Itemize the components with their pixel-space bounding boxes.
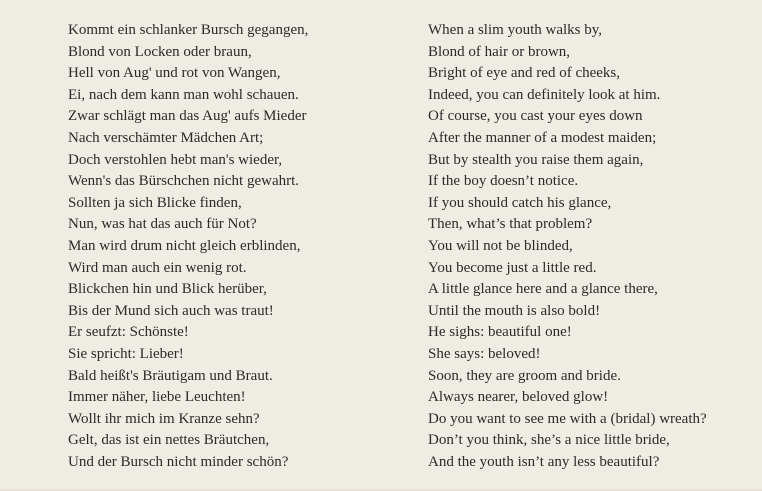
german-line-7: Doch verstohlen hebt man's wieder, xyxy=(68,151,283,168)
english-line-10: Then, what’s that problem? xyxy=(428,216,593,233)
german-line-2: Blond von Locken oder braun, xyxy=(68,43,252,60)
english-line-8: If the boy doesn’t notice. xyxy=(428,173,579,190)
english-line-13: A little glance here and a glance there, xyxy=(428,281,658,298)
german-line-12: Wird man auch ein wenig rot. xyxy=(68,259,247,276)
english-line-19: Do you want to see me with a (bridal) wreath? xyxy=(428,410,707,427)
german-line-6: Nach verschämter Mädchen Art; xyxy=(68,129,264,146)
german-lyrics-column xyxy=(68,20,408,473)
german-line-1: Kommt ein schlanker Bursch gegangen, xyxy=(68,22,309,38)
german-line-19: Wollt ihr mich im Kranze sehn? xyxy=(68,410,260,427)
english-line-15: He sighs: beautiful one! xyxy=(428,324,572,341)
english-line-1: When a slim youth walks by, xyxy=(428,22,603,38)
english-line-3: Bright of eye and red of cheeks, xyxy=(428,65,621,82)
english-line-7: But by stealth you raise them again, xyxy=(428,151,644,168)
german-line-3: Hell von Aug' und rot von Wangen, xyxy=(68,65,281,82)
english-line-9: If you should catch his glance, xyxy=(428,194,612,211)
german-line-15: Er seufzt: Schönste! xyxy=(68,324,189,341)
german-line-9: Sollten ja sich Blicke finden, xyxy=(68,194,242,211)
english-line-20: Don’t you think, she’s a nice little bride, xyxy=(428,432,670,449)
german-line-17: Bald heißt's Bräutigam und Braut. xyxy=(68,367,273,384)
german-line-10: Nun, was hat das auch für Not? xyxy=(68,216,257,233)
german-line-18: Immer näher, liebe Leuchten! xyxy=(68,389,246,406)
english-line-16: She says: beloved! xyxy=(428,345,541,362)
german-line-13: Blickchen hin und Blick herüber, xyxy=(68,281,267,298)
english-line-12: You become just a little red. xyxy=(428,259,597,276)
german-line-16: Sie spricht: Lieber! xyxy=(68,345,184,362)
english-line-17: Soon, they are groom and bride. xyxy=(428,367,621,384)
english-translation-column xyxy=(428,20,758,473)
german-line-4: Ei, nach dem kann man wohl schauen. xyxy=(68,86,299,103)
german-line-21: Und der Bursch nicht minder schön? xyxy=(68,453,289,470)
english-line-6: After the manner of a modest maiden; xyxy=(428,129,657,146)
german-line-5: Zwar schlägt man das Aug' aufs Mieder xyxy=(68,108,307,125)
german-line-20: Gelt, das ist ein nettes Bräutchen, xyxy=(68,432,270,449)
english-line-14: Until the mouth is also bold! xyxy=(428,302,601,319)
english-line-11: You will not be blinded, xyxy=(428,237,573,254)
english-line-21: And the youth isn’t any less beautiful? xyxy=(428,453,660,470)
english-line-4: Indeed, you can definitely look at him. xyxy=(428,86,661,103)
english-line-18: Always nearer, beloved glow! xyxy=(428,389,609,406)
english-line-2: Blond of hair or brown, xyxy=(428,43,571,60)
german-line-14: Bis der Mund sich auch was traut! xyxy=(68,302,274,319)
english-line-5: Of course, you cast your eyes down xyxy=(428,108,643,125)
german-line-8: Wenn's das Bürschchen nicht gewahrt. xyxy=(68,173,300,190)
german-line-11: Man wird drum nicht gleich erblinden, xyxy=(68,237,301,254)
